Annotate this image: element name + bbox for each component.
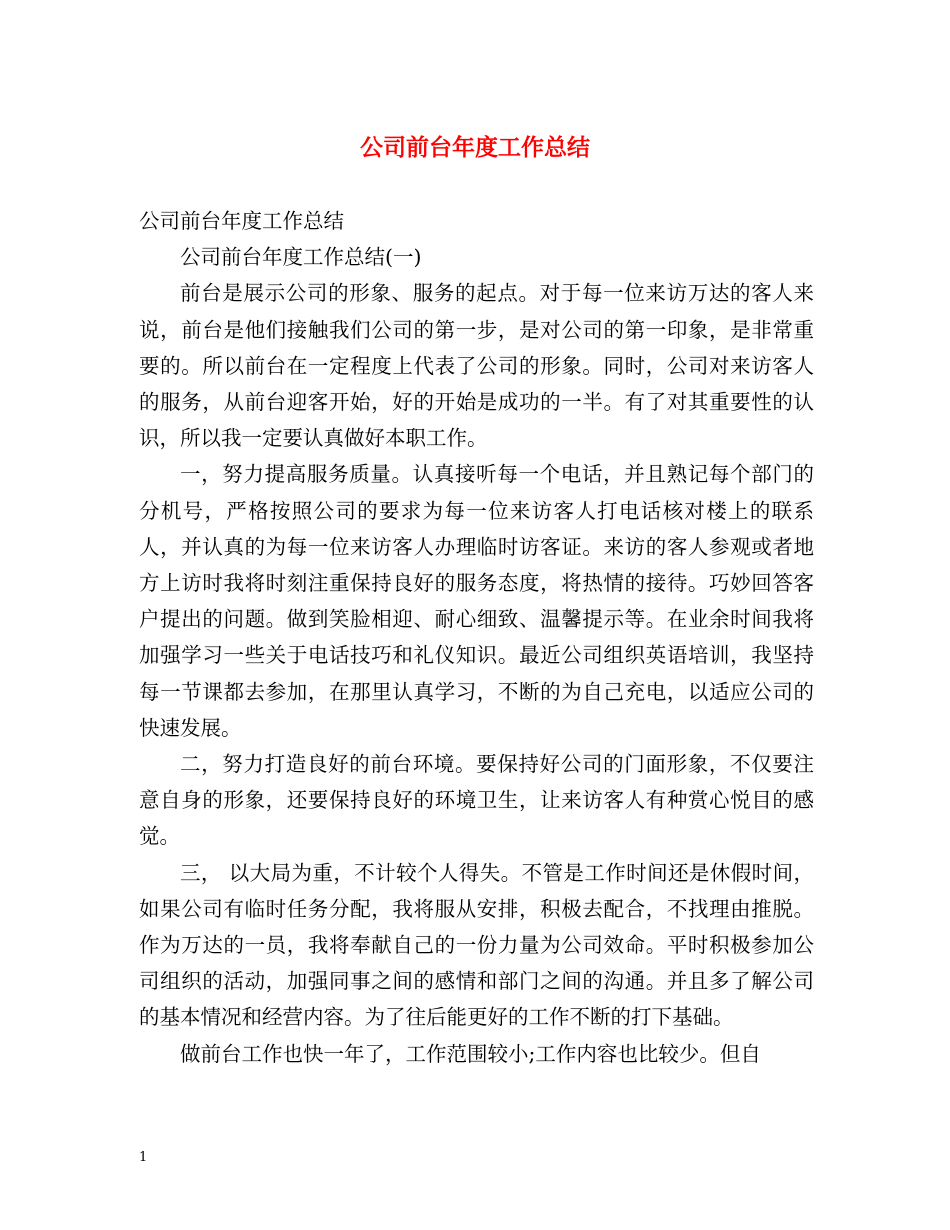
paragraph-point-two: 二，努力打造良好的前台环境。要保持好公司的门面形象，不仅要注意自身的形象，还要保持良好的环境卫生，让来访客人有种赏心悦目的感觉。 xyxy=(139,752,814,849)
document-body xyxy=(139,203,814,1072)
subtitle-heading: 公司前台年度工作总结 xyxy=(139,209,344,233)
paragraph-closing: 做前台工作也快一年了，工作范围较小;工作内容也比较少。但自 xyxy=(180,1041,761,1066)
section-heading: 公司前台年度工作总结(一) xyxy=(180,245,422,270)
paragraph-intro: 前台是展示公司的形象、服务的起点。对于每一位来访万达的客人来说，前台是他们接触我们公司的第一步，是对公司的第一印象，是非常重要的。所以前台在一定程度上代表了公司的形象。同时，公司对来访客人的服务，从前台迎客开始，好的开始是成功的一半。有了对其重要性的认识，所以我一定要认真做好本职工作。 xyxy=(139,281,814,451)
paragraph-point-one: 一，努力提高服务质量。认真接听每一个电话，并且熟记每个部门的分机号，严格按照公司的要求为每一位来访客人打电话核对楼上的联系人，并认真的为每一位来访客人办理临时访客证。来访的客人参观或者地方上访时我将时刻注重保持良好的服务态度，将热情的接待。巧妙回答客户提出的问题。做到笑脸相迎、耐心细致、温馨提示等。在业余时间我将加强学习一些关于电话技巧和礼仪知识。最近公司组织英语培训，我坚持每一节课都去参加，在那里认真学习，不断的为自己充电，以适应公司的快速发展。 xyxy=(139,462,814,740)
page-number: 1 xyxy=(139,1150,148,1165)
paragraph-point-three: 三， 以大局为重，不计较个人得失。不管是工作时间还是休假时间，如果公司有临时任务分配，我将服从安排，积极去配合，不找理由推脱。作为万达的一员，我将奉献自己的一份力量为公司效命。平时积极参加公司组织的活动，加强同事之间的感情和部门之间的沟通。并且多了解公司的基本情况和经营内容。为了往后能更好的工作不断的打下基础。 xyxy=(139,860,814,1030)
document-title: 公司前台年度工作总结 xyxy=(360,134,590,161)
